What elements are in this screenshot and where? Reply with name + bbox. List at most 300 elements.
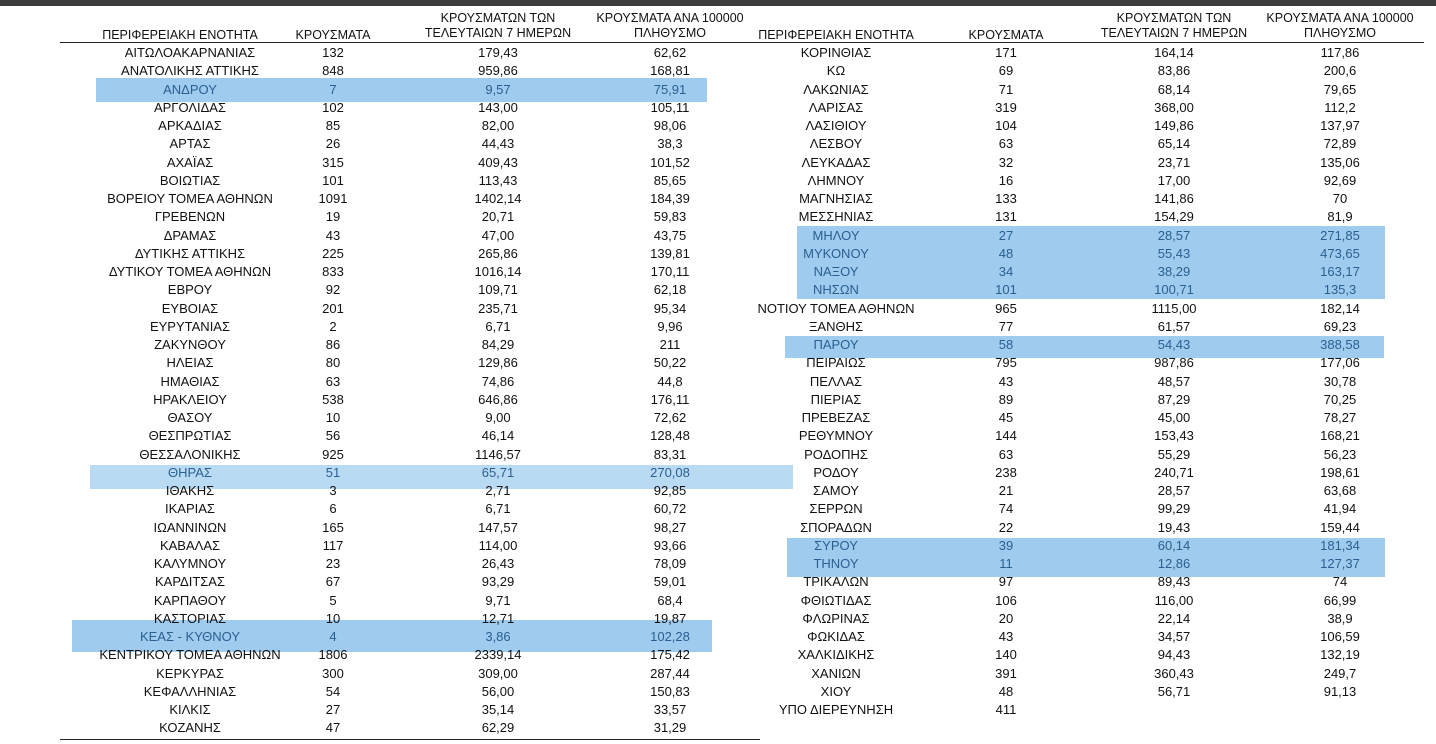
- region-cell: ΛΑΣΙΘΙΟΥ: [805, 118, 867, 133]
- per100k-cell: 30,78: [1323, 373, 1357, 389]
- table-row: [0, 391, 1436, 409]
- last7-cell: 54,43: [1157, 337, 1191, 352]
- per100k-cell: 60,72: [653, 501, 687, 517]
- region-cell: ΣΠΟΡΑΔΩΝ: [800, 519, 872, 535]
- cases-cell: 77: [998, 318, 1014, 334]
- last7-cell: 3,86: [485, 629, 511, 644]
- per100k-cell: 75,91: [653, 81, 687, 97]
- per100k-cell: 62,18: [653, 282, 687, 298]
- region-cell: ΠΡΕΒΕΖΑΣ: [801, 410, 871, 425]
- last7-cell: 84,29: [481, 337, 515, 352]
- per100k-cell: 177,06: [1320, 355, 1360, 371]
- cases-cell: 3: [329, 483, 337, 498]
- cases-cell: 27: [998, 227, 1014, 243]
- left-header-last7-line2: ΤΕΛΕΥΤΑΙΩΝ 7 ΗΜΕΡΩΝ: [424, 26, 572, 40]
- cases-cell: 4: [329, 629, 337, 644]
- table-row: [0, 81, 1436, 99]
- region-cell: ΝΗΣΩΝ: [813, 282, 859, 298]
- table-row: [0, 99, 1436, 117]
- region-cell: ΓΡΕΒΕΝΩΝ: [154, 209, 226, 225]
- region-cell: ΔΡΑΜΑΣ: [163, 227, 217, 243]
- table-row: [0, 409, 1436, 427]
- cases-cell: 20: [998, 610, 1014, 626]
- per100k-cell: 211: [659, 337, 681, 352]
- last7-cell: 99,29: [1157, 501, 1191, 517]
- last7-cell: 149,86: [1154, 118, 1194, 133]
- last7-cell: 265,86: [478, 245, 518, 261]
- region-cell: ΑΡΓΟΛΙΔΑΣ: [153, 99, 227, 115]
- last7-cell: 35,14: [481, 702, 515, 717]
- table-row: [0, 665, 1436, 683]
- table-row: [0, 227, 1436, 245]
- last7-cell: 55,43: [1157, 245, 1191, 261]
- left-header-cases: [283, 28, 383, 43]
- region-cell: ΙΘΑΚΗΣ: [165, 483, 215, 498]
- cases-cell: 27: [325, 702, 341, 717]
- region-cell: ΗΛΕΙΑΣ: [166, 355, 214, 371]
- right-header-last7: [1084, 11, 1264, 41]
- last7-cell: 235,71: [478, 300, 518, 316]
- per100k-cell: 59,83: [653, 209, 687, 225]
- region-cell: ΡΟΔΟΥ: [813, 464, 859, 480]
- last7-cell: 74,86: [481, 373, 515, 389]
- cases-cell: 63: [325, 373, 341, 389]
- region-cell: ΜΗΛΟΥ: [812, 227, 860, 243]
- cases-cell: 39: [998, 537, 1014, 553]
- per100k-cell: 81,9: [1327, 209, 1353, 225]
- region-cell: ΙΩΑΝΝΙΝΩΝ: [153, 519, 227, 535]
- region-cell: ΚΑΡΠΑΘΟΥ: [153, 592, 227, 608]
- region-cell: ΚΑΛΥΜΝΟΥ: [153, 556, 227, 571]
- table-row: [0, 62, 1436, 80]
- last7-cell: 82,00: [481, 118, 515, 133]
- cases-cell: 23: [325, 556, 341, 571]
- last7-cell: 38,29: [1157, 264, 1191, 279]
- table-row: [0, 245, 1436, 263]
- per100k-cell: 92,85: [653, 483, 687, 498]
- cases-cell: 315: [322, 154, 344, 170]
- region-cell: ΘΑΣΟΥ: [167, 410, 213, 425]
- last7-cell: 26,43: [481, 556, 515, 571]
- region-cell: ΖΑΚΥΝΘΟΥ: [154, 337, 226, 352]
- per100k-cell: 287,44: [650, 665, 690, 681]
- last7-cell: 987,86: [1154, 355, 1194, 371]
- region-cell: ΠΕΙΡΑΙΩΣ: [806, 355, 866, 371]
- last7-cell: 46,14: [481, 428, 515, 444]
- per100k-cell: 181,34: [1320, 537, 1360, 553]
- last7-cell: 114,00: [478, 537, 518, 553]
- per100k-cell: 56,23: [1323, 446, 1357, 462]
- last7-cell: 113,43: [478, 172, 518, 188]
- region-cell: ΚΟΡΙΝΘΙΑΣ: [800, 45, 872, 60]
- cases-cell: 11: [999, 556, 1013, 571]
- last7-cell: 129,86: [478, 355, 518, 371]
- cases-cell: 16: [998, 172, 1014, 188]
- last7-cell: 20,71: [481, 209, 515, 225]
- per100k-cell: 105,11: [650, 99, 690, 115]
- region-cell: ΤΗΝΟΥ: [813, 556, 859, 571]
- last7-cell: 1016,14: [474, 264, 522, 279]
- cases-cell: 69: [998, 63, 1014, 79]
- per100k-cell: 44,8: [657, 373, 683, 389]
- region-cell: ΧΙΟΥ: [820, 683, 852, 699]
- region-cell: ΚΑΒΑΛΑΣ: [159, 537, 221, 553]
- right-header-per100k-line2: ΠΛΗΘΥΣΜΟ: [1304, 26, 1376, 40]
- left-header-per100k-line1: ΚΡΟΥΣΜΑΤΑ ΑΝΑ 100000: [596, 11, 744, 25]
- per100k-cell: 135,06: [1320, 154, 1360, 170]
- per100k-cell: 41,94: [1323, 501, 1357, 517]
- region-cell: ΘΕΣΣΑΛΟΝΙΚΗΣ: [139, 446, 241, 462]
- table-row: [0, 519, 1436, 537]
- last7-cell: 164,14: [1154, 45, 1194, 60]
- cases-cell: 140: [995, 647, 1017, 663]
- cases-cell: 6: [329, 501, 337, 517]
- per100k-cell: 270,08: [650, 464, 690, 480]
- left-header-per100k-line2: ΠΛΗΘΥΣΜΟ: [634, 26, 706, 40]
- last7-cell: 368,00: [1154, 99, 1194, 115]
- cases-cell: 51: [325, 464, 341, 480]
- last7-cell: 65,14: [1157, 136, 1191, 152]
- per100k-cell: 150,83: [650, 683, 690, 699]
- region-cell: ΞΑΝΘΗΣ: [808, 318, 864, 334]
- last7-cell: 646,86: [478, 391, 518, 407]
- table-row: [0, 537, 1436, 555]
- last7-cell: 1115,00: [1151, 300, 1197, 316]
- cases-cell: 2: [329, 318, 337, 334]
- per100k-cell: 43,75: [653, 227, 687, 243]
- region-cell: ΠΕΛΛΑΣ: [809, 373, 863, 389]
- cases-cell: 102: [322, 99, 344, 115]
- last7-cell: 109,71: [478, 282, 518, 298]
- cases-cell: 165: [322, 519, 344, 535]
- per100k-cell: 127,37: [1320, 556, 1360, 571]
- per100k-cell: 184,39: [650, 191, 690, 206]
- cases-cell: 92: [325, 282, 341, 298]
- region-cell: ΚΟΖΑΝΗΣ: [159, 720, 221, 736]
- cases-cell: 391: [995, 665, 1017, 681]
- per100k-cell: 38,9: [1327, 610, 1353, 626]
- per100k-cell: 182,14: [1320, 300, 1360, 316]
- region-cell: ΚΕΦΑΛΛΗΝΙΑΣ: [143, 683, 237, 699]
- per100k-cell: 72,62: [653, 410, 687, 425]
- last7-cell: 28,57: [1157, 227, 1191, 243]
- last7-cell: 93,29: [481, 574, 515, 590]
- region-cell: ΕΥΡΥΤΑΝΙΑΣ: [149, 318, 231, 334]
- table-bottom-rule: [60, 739, 760, 740]
- last7-cell: 55,29: [1157, 446, 1191, 462]
- cases-cell: 1806: [318, 647, 348, 663]
- cases-cell: 300: [322, 665, 344, 681]
- per100k-cell: 72,89: [1323, 136, 1357, 152]
- per100k-cell: 170,11: [650, 264, 690, 279]
- per100k-cell: 9,96: [657, 318, 683, 334]
- cases-cell: 34: [998, 264, 1014, 279]
- region-cell: ΡΟΔΟΠΗΣ: [804, 446, 868, 462]
- last7-cell: 360,43: [1154, 665, 1194, 681]
- cases-cell: 67: [325, 574, 341, 590]
- region-cell: ΘΗΡΑΣ: [168, 464, 212, 480]
- last7-cell: 9,57: [485, 81, 511, 97]
- per100k-cell: 128,48: [650, 428, 690, 444]
- per100k-cell: 249,7: [1323, 665, 1357, 681]
- cases-cell: 56: [325, 428, 341, 444]
- last7-cell: 154,29: [1154, 209, 1194, 225]
- region-cell: ΚΙΛΚΙΣ: [169, 702, 211, 717]
- cases-cell: 74: [998, 501, 1014, 517]
- table-row: [0, 354, 1436, 372]
- region-cell: ΔΥΤΙΚΟΥ ΤΟΜΕΑ ΑΘΗΝΩΝ: [108, 264, 272, 279]
- left-header-region: [60, 28, 300, 43]
- per100k-cell: 70: [1332, 191, 1348, 206]
- table-row: [0, 500, 1436, 518]
- last7-cell: 147,57: [478, 519, 518, 535]
- left-header-cases-text: ΚΡΟΥΣΜΑΤΑ: [295, 28, 371, 42]
- per100k-cell: 63,68: [1323, 483, 1357, 498]
- cases-cell: 848: [322, 63, 344, 79]
- header-bottom-rule: [60, 42, 1424, 43]
- region-cell: ΠΙΕΡΙΑΣ: [810, 391, 862, 407]
- last7-cell: 87,29: [1157, 391, 1191, 407]
- cases-cell: 795: [995, 355, 1017, 371]
- region-cell: ΚΕΝΤΡΙΚΟΥ ΤΟΜΕΑ ΑΘΗΝΩΝ: [99, 647, 281, 663]
- table-row: [0, 719, 1436, 737]
- cases-cell: 1091: [318, 191, 348, 206]
- last7-cell: 12,86: [1157, 556, 1191, 571]
- table-row: [0, 628, 1436, 646]
- cases-cell: 19: [325, 209, 341, 225]
- cases-cell: 48: [998, 683, 1014, 699]
- last7-cell: 959,86: [478, 63, 518, 79]
- region-cell: ΙΚΑΡΙΑΣ: [165, 501, 215, 517]
- last7-cell: 22,14: [1157, 610, 1191, 626]
- table-row: [0, 427, 1436, 445]
- per100k-cell: 163,17: [1320, 264, 1360, 279]
- table-row: [0, 373, 1436, 391]
- region-cell: ΚΕΑΣ - ΚΥΘΝΟΥ: [139, 629, 241, 644]
- per100k-cell: 112,2: [1324, 99, 1356, 115]
- last7-cell: 89,43: [1157, 574, 1191, 590]
- region-cell: ΑΙΤΩΛΟΑΚΑΡΝΑΝΙΑΣ: [124, 45, 256, 60]
- left-header-last7-line1: ΚΡΟΥΣΜΑΤΩΝ ΤΩΝ: [440, 11, 556, 25]
- per100k-cell: 59,01: [653, 574, 687, 590]
- cases-cell: 133: [995, 191, 1017, 206]
- cases-cell: 97: [998, 574, 1014, 590]
- last7-cell: 2339,14: [474, 647, 522, 663]
- region-cell: ΑΝΑΤΟΛΙΚΗΣ ΑΤΤΙΚΗΣ: [121, 63, 259, 79]
- per100k-cell: 117,86: [1320, 45, 1360, 60]
- cases-cell: 833: [322, 264, 344, 279]
- region-cell: ΕΥΒΟΙΑΣ: [161, 300, 219, 316]
- region-cell: ΒΟΡΕΙΟΥ ΤΟΜΕΑ ΑΘΗΝΩΝ: [107, 191, 273, 206]
- cases-cell: 319: [995, 99, 1017, 115]
- per100k-cell: 91,13: [1323, 683, 1357, 699]
- cases-cell: 106: [995, 592, 1017, 608]
- region-cell: ΝΟΤΙΟΥ ΤΟΜΕΑ ΑΘΗΝΩΝ: [757, 300, 915, 316]
- table-row: [0, 482, 1436, 500]
- per100k-cell: 159,44: [1320, 519, 1360, 535]
- last7-cell: 100,71: [1154, 282, 1194, 298]
- cases-cell: 86: [325, 337, 341, 352]
- region-cell: ΣΕΡΡΩΝ: [809, 501, 863, 517]
- right-header-cases: [956, 28, 1056, 43]
- cases-cell: 10: [325, 410, 341, 425]
- last7-cell: 47,00: [481, 227, 515, 243]
- per100k-cell: 33,57: [653, 702, 687, 717]
- table-row: [0, 336, 1436, 354]
- per100k-cell: 271,85: [1320, 227, 1360, 243]
- per100k-cell: 101,52: [650, 154, 690, 170]
- per100k-cell: 31,29: [653, 720, 687, 736]
- region-cell: ΤΡΙΚΑΛΩΝ: [803, 574, 869, 590]
- last7-cell: 179,43: [478, 45, 518, 60]
- table-row: [0, 154, 1436, 172]
- last7-cell: 45,00: [1157, 410, 1191, 425]
- cases-cell: 201: [322, 300, 344, 316]
- cases-cell: 32: [998, 154, 1014, 170]
- cases-cell: 171: [995, 45, 1017, 60]
- per100k-cell: 70,25: [1323, 391, 1357, 407]
- cases-cell: 925: [322, 446, 344, 462]
- last7-cell: 409,43: [478, 154, 518, 170]
- last7-cell: 141,86: [1154, 191, 1194, 206]
- last7-cell: 56,00: [481, 683, 515, 699]
- per100k-cell: 200,6: [1323, 63, 1357, 79]
- per100k-cell: 168,21: [1320, 428, 1360, 444]
- per100k-cell: 68,4: [657, 592, 683, 608]
- table-row: [0, 555, 1436, 573]
- per100k-cell: 175,42: [650, 647, 690, 663]
- last7-cell: 240,71: [1154, 464, 1194, 480]
- cases-cell: 58: [998, 337, 1014, 352]
- last7-cell: 153,43: [1154, 428, 1194, 444]
- region-cell: ΚΩ: [826, 63, 846, 79]
- cases-cell: 117: [322, 537, 344, 553]
- last7-cell: 6,71: [485, 501, 511, 517]
- per100k-cell: 69,23: [1323, 318, 1357, 334]
- cases-cell: 101: [995, 282, 1017, 298]
- region-cell: ΦΘΙΩΤΙΔΑΣ: [800, 592, 872, 608]
- region-cell: ΦΛΩΡΙΝΑΣ: [802, 610, 870, 626]
- region-cell: ΒΟΙΩΤΙΑΣ: [159, 172, 221, 188]
- last7-cell: 9,00: [485, 410, 511, 425]
- cases-cell: 965: [995, 300, 1017, 316]
- region-cell: ΧΑΝΙΩΝ: [811, 665, 861, 681]
- last7-cell: 56,71: [1157, 683, 1191, 699]
- table-row: [0, 44, 1436, 62]
- per100k-cell: 106,59: [1320, 629, 1360, 644]
- last7-cell: 61,57: [1157, 318, 1191, 334]
- per100k-cell: 473,65: [1320, 245, 1360, 261]
- per100k-cell: 38,3: [657, 136, 683, 152]
- last7-cell: 19,43: [1157, 519, 1191, 535]
- cases-cell: 131: [995, 209, 1017, 225]
- right-header-per100k-line1: ΚΡΟΥΣΜΑΤΑ ΑΝΑ 100000: [1266, 11, 1414, 25]
- last7-cell: 48,57: [1157, 373, 1191, 389]
- cases-cell: 132: [322, 45, 344, 60]
- region-cell: ΕΒΡΟΥ: [167, 282, 213, 298]
- per100k-cell: 85,65: [653, 172, 687, 188]
- per100k-cell: 198,61: [1320, 464, 1360, 480]
- last7-cell: 116,00: [1154, 592, 1194, 608]
- last7-cell: 94,43: [1157, 647, 1191, 663]
- last7-cell: 309,00: [478, 665, 518, 681]
- cases-cell: 71: [998, 81, 1014, 97]
- cases-cell: 54: [325, 683, 341, 699]
- table-row: [0, 592, 1436, 610]
- per100k-cell: 132,19: [1320, 647, 1360, 663]
- table-row: [0, 464, 1436, 482]
- cases-cell: 21: [998, 483, 1014, 498]
- last7-cell: 28,57: [1157, 483, 1191, 498]
- cases-cell: 144: [995, 428, 1017, 444]
- per100k-cell: 93,66: [653, 537, 687, 553]
- table-row: [0, 446, 1436, 464]
- table-row: [0, 646, 1436, 664]
- window-top-bar: [0, 0, 1436, 6]
- last7-cell: 23,71: [1157, 154, 1191, 170]
- last7-cell: 62,29: [481, 720, 515, 736]
- region-cell: ΝΑΞΟΥ: [813, 264, 859, 279]
- cases-cell: 10: [325, 610, 341, 626]
- region-cell: ΚΑΣΤΟΡΙΑΣ: [153, 610, 227, 626]
- region-cell: ΠΑΡΟΥ: [813, 337, 859, 352]
- table-row: [0, 281, 1436, 299]
- per100k-cell: 98,06: [653, 118, 687, 133]
- region-cell: ΜΥΚΟΝΟΥ: [803, 245, 869, 261]
- cases-cell: 7: [329, 81, 337, 97]
- per100k-cell: 74: [1332, 574, 1348, 590]
- per100k-cell: 139,81: [650, 245, 690, 261]
- cases-cell: 43: [325, 227, 341, 243]
- right-header-last7-line2: ΤΕΛΕΥΤΑΙΩΝ 7 ΗΜΕΡΩΝ: [1100, 26, 1248, 40]
- last7-cell: 17,00: [1157, 172, 1191, 188]
- per100k-cell: 78,09: [653, 556, 687, 571]
- cases-cell: 47: [325, 720, 341, 736]
- last7-cell: 12,71: [481, 610, 515, 626]
- last7-cell: 34,57: [1157, 629, 1191, 644]
- table-row: [0, 610, 1436, 628]
- last7-cell: 83,86: [1157, 63, 1191, 79]
- cases-cell: 63: [998, 136, 1014, 152]
- region-cell: ΘΕΣΠΡΩΤΙΑΣ: [148, 428, 232, 444]
- cases-cell: 45: [998, 410, 1014, 425]
- cases-cell: 63: [998, 446, 1014, 462]
- per100k-cell: 62,62: [653, 45, 687, 60]
- region-cell: ΛΑΡΙΣΑΣ: [808, 99, 864, 115]
- region-cell: ΧΑΛΚΙΔΙΚΗΣ: [797, 647, 875, 663]
- last7-cell: 44,43: [481, 136, 515, 152]
- region-cell: ΡΕΘΥΜΝΟΥ: [798, 428, 874, 444]
- cases-cell: 101: [322, 172, 344, 188]
- cases-cell: 43: [998, 373, 1014, 389]
- region-cell: ΛΕΣΒΟΥ: [809, 136, 863, 152]
- per100k-cell: 388,58: [1320, 337, 1360, 352]
- cases-cell: 22: [998, 519, 1014, 535]
- table-row: [0, 573, 1436, 591]
- region-cell: ΥΠΟ ΔΙΕΡΕΥΝΗΣΗ: [778, 702, 894, 717]
- last7-cell: 65,71: [481, 464, 515, 480]
- per100k-cell: 19,87: [653, 610, 687, 626]
- region-cell: ΑΡΤΑΣ: [169, 136, 211, 152]
- per100k-cell: 135,3: [1323, 282, 1357, 298]
- table-row: [0, 190, 1436, 208]
- cases-cell: 5: [329, 592, 337, 608]
- table-row: [0, 701, 1436, 719]
- right-header-last7-line1: ΚΡΟΥΣΜΑΤΩΝ ΤΩΝ: [1116, 11, 1232, 25]
- last7-cell: 1146,57: [474, 446, 522, 462]
- per100k-cell: 50,22: [653, 355, 687, 371]
- per100k-cell: 168,81: [650, 63, 690, 79]
